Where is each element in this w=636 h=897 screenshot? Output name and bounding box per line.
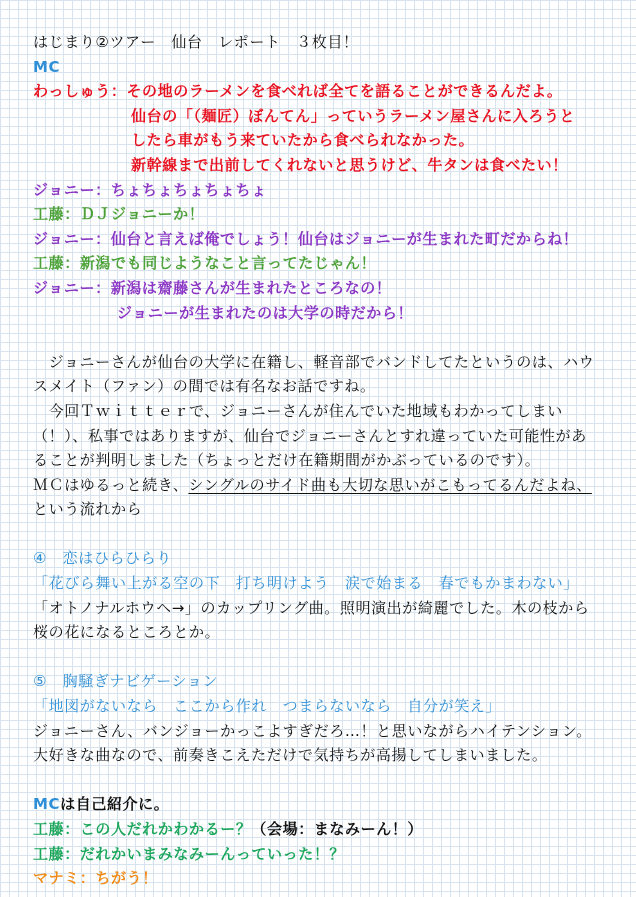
mc-continues-text: ＭＣはゆるっと続き、	[33, 475, 189, 494]
dialogue-text: この人だれかわかるー？	[79, 820, 252, 838]
page-title: はじまり②ツアー 仙台 レポート ３枚目！	[33, 33, 359, 51]
dialogue-text: 新潟でも同じようなこと言ってたじゃん！	[79, 254, 377, 273]
speaker-washu: わっしゅう：	[33, 82, 127, 101]
dialogue-text: ちょちょちょちょちょ	[110, 180, 267, 199]
underlined-text: シングルのサイド曲も大切な思いがこもってるんだよね、	[188, 475, 592, 494]
dialogue-text: 新潟は齋藤さんが生まれたところなの！	[110, 278, 392, 297]
spacer	[33, 325, 625, 350]
dialogue-line	[33, 178, 625, 203]
speaker-johnny: ジョニー：	[33, 229, 111, 248]
mc-intro-line	[33, 792, 625, 817]
dialogue-line	[33, 202, 625, 227]
report-page	[33, 30, 625, 891]
paragraph-line	[33, 473, 625, 498]
speaker-kudo: 工藤：	[33, 254, 80, 273]
dialogue-text: ＤＪジョニーか！	[79, 205, 205, 224]
paragraph-line: ることが判明しました（ちょっとだけ在籍期間がかぶっているのです）。	[33, 451, 541, 470]
mc-label: MC	[33, 57, 61, 76]
speaker-kudo: 工藤：	[33, 820, 80, 838]
dialogue-line: 新幹線まで出前してくれないと思うけど、牛タンは食べたい！	[131, 155, 568, 174]
dialogue-line	[33, 227, 625, 252]
song-note: ジョニーさん、バンジョーかっこよすぎだろ…！と思いながらハイテンション。	[33, 721, 592, 740]
dialogue-line	[33, 842, 625, 867]
dialogue-text: ちがう！	[95, 869, 158, 888]
paragraph-line: （！）、私事ではありますが、仙台でジョニーさんとすれ違っていた可能性があ	[33, 426, 587, 445]
mc-intro-text: は自己紹介に。	[60, 795, 170, 814]
paragraph-line: 今回Ｔｗｉｔｔｅｒで、ジョニーさんが住んでいた地域もわかってしまい	[33, 401, 563, 420]
song-note: 大好きな曲なので、前奏きこえただけで気持ちが高揚してしまいました。	[33, 746, 548, 765]
audience-response: （会場：まなみーん！）	[251, 820, 424, 838]
mc-label: MC	[33, 795, 61, 814]
song-title: ⑤ 胸騒ぎナビゲーション	[33, 672, 219, 691]
speaker-manami: マナミ：	[33, 869, 96, 888]
spacer	[33, 768, 625, 793]
dialogue-line: ジョニーが生まれたのは大学の時だから！	[117, 303, 414, 322]
dialogue-line: 仙台の「（麺匠）ぼんてん」っていうラーメン屋さんに入ろうと	[131, 106, 576, 125]
speaker-kudo: 工藤：	[33, 205, 80, 224]
paragraph-line: という流れから	[33, 500, 143, 519]
dialogue-text: だれかいまみなみーんっていった！？	[79, 844, 346, 863]
song-lyric: 「花びら舞い上がる空の下 打ち明けよう 涙で始まる 春でもかまわない」	[33, 574, 580, 593]
dialogue-line	[33, 866, 625, 891]
song-lyric: 「地図がないなら ここから作れ つまらないなら 自分が笑え」	[33, 697, 502, 716]
song-title: ④ 恋はひらひらり	[33, 549, 172, 568]
paragraph-line: スメイト（ファン）の間では有名なお話ですね。	[33, 377, 376, 396]
speaker-johnny: ジョニー：	[33, 180, 111, 199]
speaker-johnny: ジョニー：	[33, 278, 111, 297]
dialogue-text: その地のラーメンを食べれば全てを語ることができるんだよ。	[126, 82, 563, 101]
dialogue-line: したら車がもう来ていたから食べられなかった。	[131, 131, 475, 150]
song-note: 桜の花になるところとか。	[33, 623, 221, 642]
paragraph-line: ジョニーさんが仙台の大学に在籍し、軽音部でバンドしてたというのは、ハウ	[33, 352, 595, 371]
dialogue-line	[33, 817, 625, 842]
spacer	[33, 522, 625, 547]
speaker-kudo: 工藤：	[33, 844, 80, 863]
dialogue-line	[33, 276, 625, 301]
dialogue-text: 仙台と言えば俺でしょう！仙台はジョニーが生まれた町だからね！	[110, 229, 579, 248]
dialogue-line	[33, 79, 625, 104]
song-note: 「オトノナルホウヘ→」のカップリング曲。照明演出が綺麗でした。木の枝から	[33, 598, 590, 617]
spacer	[33, 645, 625, 670]
dialogue-line	[33, 251, 625, 276]
